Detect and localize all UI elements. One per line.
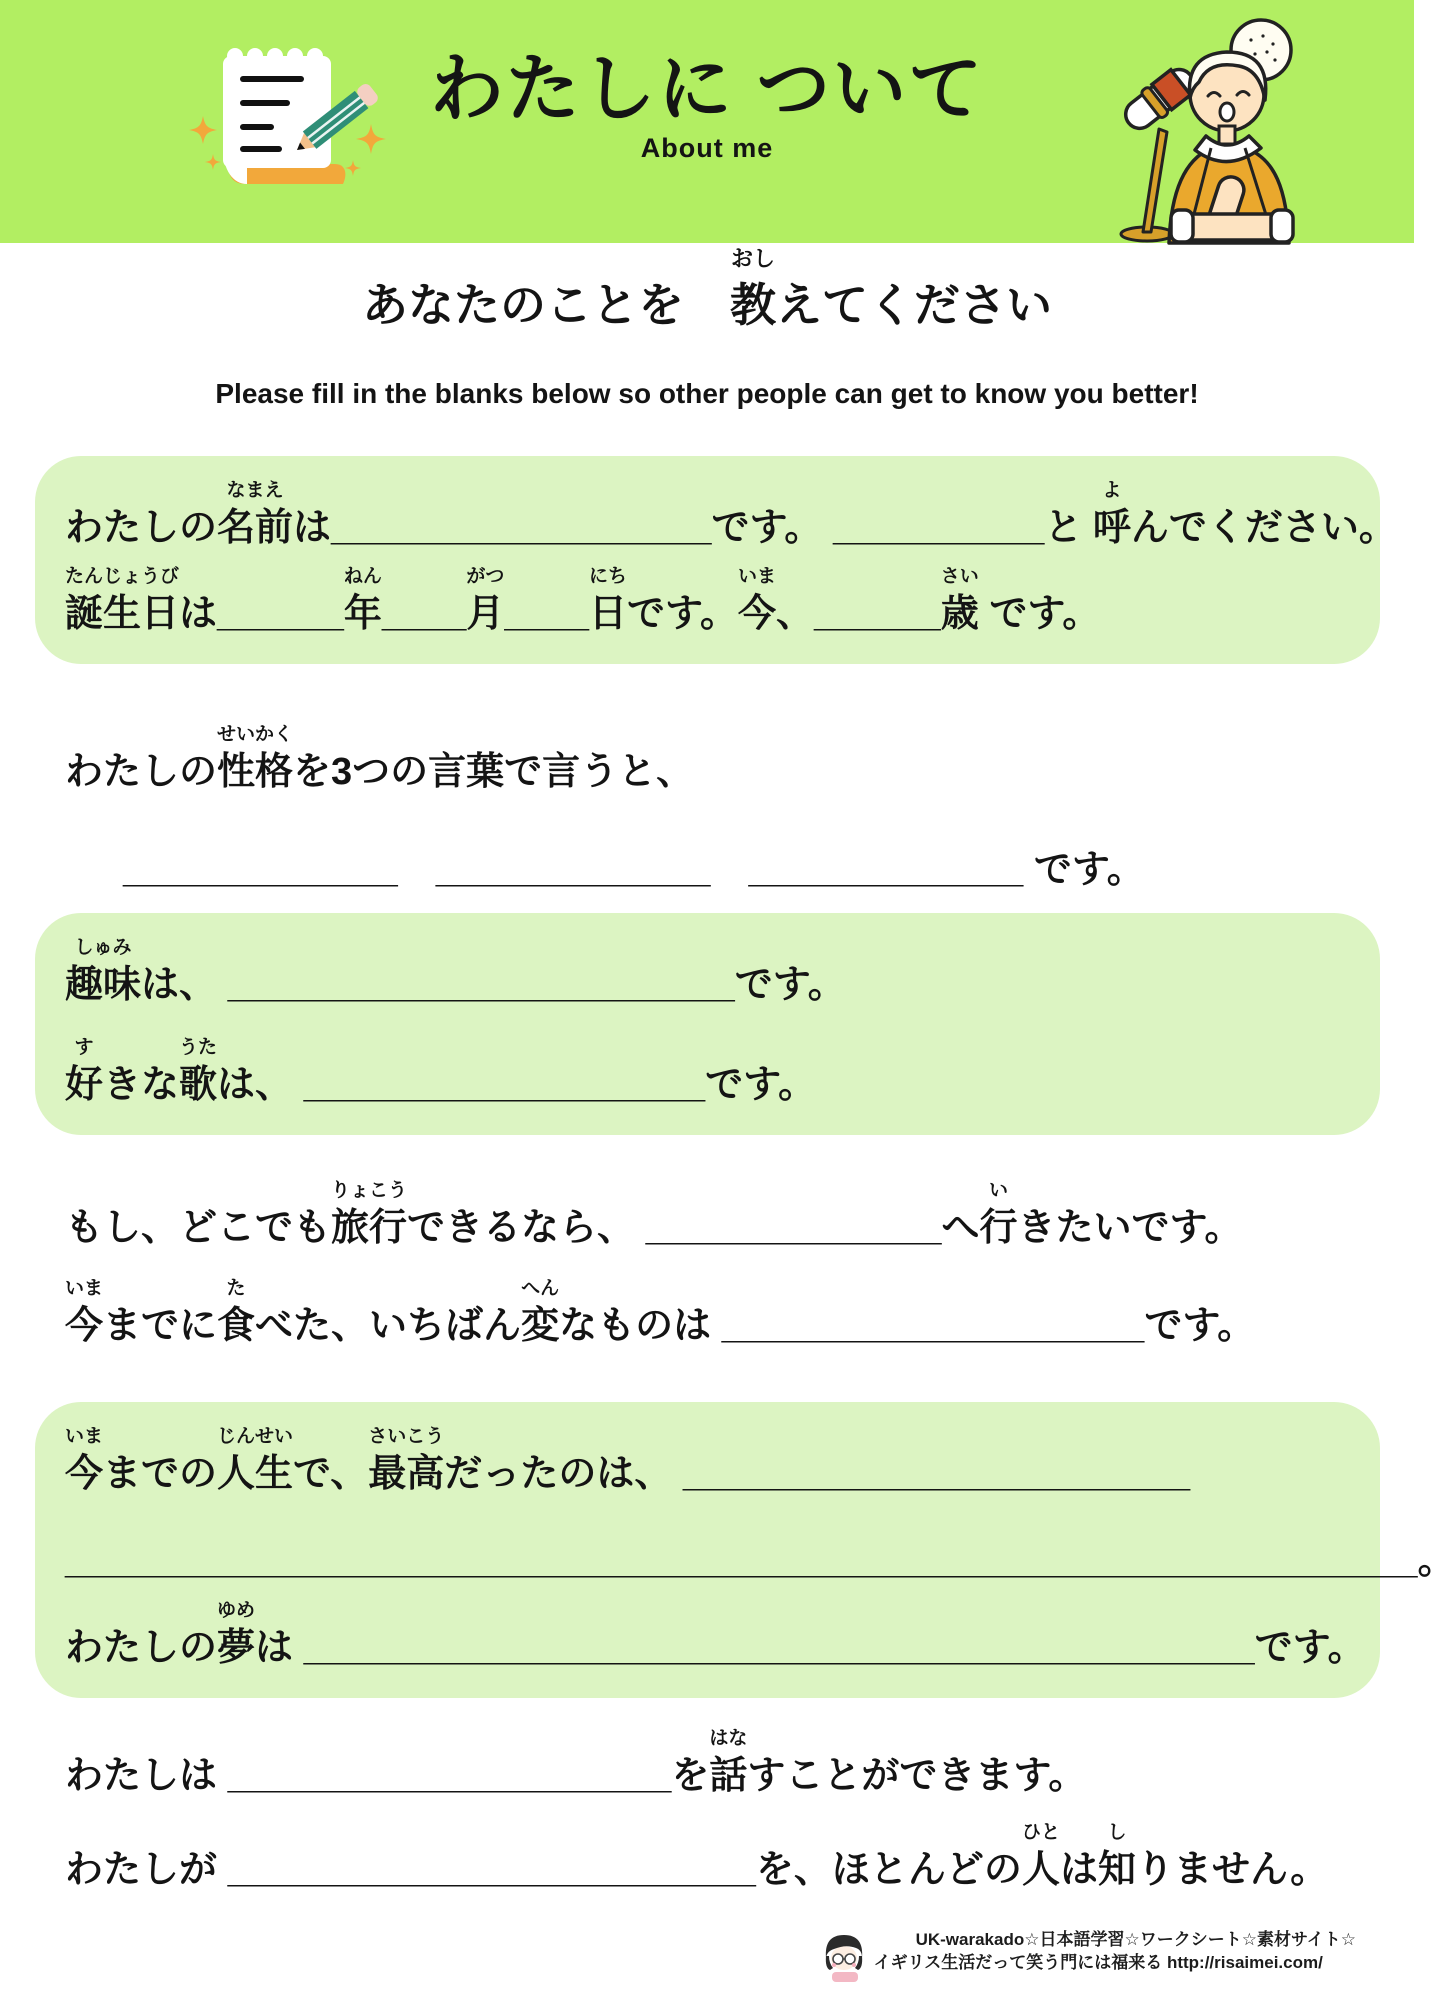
- fill-in-blank: [228, 1726, 672, 1800]
- fill-in-blank: [382, 564, 467, 638]
- fill-in-blank: [646, 1178, 942, 1252]
- text-segment: [776, 564, 814, 638]
- base-text: です。: [705, 1064, 817, 1106]
- base-text: 日: [588, 593, 627, 635]
- base-text: です。: [1254, 1627, 1366, 1669]
- furigana-segment: [65, 935, 141, 1009]
- base-text: __________________: [331, 507, 712, 549]
- furigana-text: じんせい: [217, 1426, 294, 1447]
- furigana-segment: [217, 478, 293, 552]
- furigana-segment: [331, 1178, 407, 1252]
- text-segment: [671, 1726, 709, 1800]
- plain-section: [65, 1726, 1350, 1894]
- furigana-segment: [65, 1276, 103, 1350]
- plain-section: [65, 722, 1350, 894]
- base-text: __________: [833, 507, 1045, 549]
- furigana-text: ひと: [1021, 1822, 1060, 1843]
- base-text: を: [671, 1755, 710, 1797]
- base-text: です。: [711, 507, 833, 549]
- fill-in-blank: [683, 1424, 1190, 1498]
- base-text: 歳: [940, 593, 979, 635]
- fill-in-blank: [331, 478, 711, 552]
- base-text: ______________: [645, 1207, 942, 1249]
- worksheet-line: [65, 1178, 1350, 1252]
- base-text: までに: [103, 1305, 218, 1347]
- text-segment: [1255, 1598, 1366, 1672]
- base-text: 趣味: [65, 964, 142, 1006]
- furigana-text: し: [1107, 1822, 1127, 1843]
- worksheet-line: [65, 1511, 1456, 1585]
- base-text: わたしの: [65, 507, 218, 549]
- base-text: _____________________: [227, 1755, 672, 1797]
- base-text: わたしの: [65, 1627, 218, 1669]
- base-text: べた、いちばん: [255, 1305, 522, 1347]
- base-text: あなたのことを: [362, 279, 730, 331]
- fill-in-blank: [228, 935, 735, 1009]
- text-segment: [1131, 478, 1397, 552]
- furigana-text: しゅみ: [74, 937, 132, 958]
- text-segment: [735, 935, 846, 1009]
- fill-in-blank: [833, 478, 1044, 552]
- base-text: 教: [730, 279, 776, 331]
- base-text: です。: [734, 964, 846, 1006]
- furigana-text: す: [74, 1037, 94, 1058]
- furigana-text: うた: [179, 1037, 218, 1058]
- base-text: きな: [103, 1064, 180, 1106]
- furigana-segment: [65, 1035, 103, 1109]
- base-text: は: [1059, 1849, 1098, 1891]
- base-text: きたいです。: [1017, 1207, 1243, 1249]
- worksheet-line: [65, 478, 1397, 552]
- base-text: は: [255, 1627, 304, 1669]
- page-subtitle: About me: [640, 133, 774, 164]
- fill-in-blank: [304, 1035, 706, 1109]
- text-segment: [1060, 1820, 1098, 1894]
- text-segment: [756, 1820, 1022, 1894]
- text-segment: [179, 564, 217, 638]
- furigana-segment: [979, 1178, 1017, 1252]
- furigana-segment: [179, 1035, 217, 1109]
- text-segment: [217, 1035, 304, 1109]
- base-text: ______: [813, 593, 941, 635]
- base-text: までの: [103, 1453, 218, 1495]
- furigana-text: がつ: [466, 566, 505, 587]
- furigana-text: へん: [521, 1278, 560, 1299]
- furigana-segment: [589, 564, 627, 638]
- text-segment: [1018, 1178, 1243, 1252]
- fill-in-blank: [814, 564, 941, 638]
- text-segment: [979, 564, 1101, 638]
- worksheet-line: [65, 1820, 1350, 1894]
- base-text: 好: [65, 1064, 104, 1106]
- base-text: ____________________: [721, 1305, 1145, 1347]
- fill-in-blank: [504, 564, 589, 638]
- base-text: 旅行: [331, 1207, 408, 1249]
- furigana-segment: [368, 1424, 444, 1498]
- text-segment: [293, 478, 331, 552]
- base-text: _____________: [748, 849, 1024, 891]
- furigana-segment: [217, 1276, 255, 1350]
- base-text: を3つの言葉で言うと、: [293, 751, 695, 793]
- base-text: _____________: [123, 849, 398, 891]
- base-text: 夢: [217, 1627, 256, 1669]
- text-segment: [776, 242, 1052, 334]
- base-text: できるなら、: [407, 1207, 646, 1249]
- base-text: です。: [1023, 849, 1145, 891]
- base-text: です。: [1144, 1305, 1256, 1347]
- base-text: 最高: [368, 1453, 445, 1495]
- text-segment: [1044, 478, 1093, 552]
- furigana-text: なまえ: [226, 480, 284, 501]
- base-text: 人: [1021, 1849, 1060, 1891]
- base-text: を、ほとんどの: [755, 1849, 1022, 1891]
- base-text: 人生: [217, 1453, 294, 1495]
- furigana-segment: [217, 1424, 293, 1498]
- worksheet-line: [65, 935, 1350, 1009]
- worksheet-line: [65, 1276, 1350, 1350]
- worksheet-line: [65, 722, 1350, 796]
- text-segment: [362, 242, 730, 334]
- base-text: 呼: [1092, 507, 1131, 549]
- worksheet-line: [65, 1424, 1350, 1498]
- base-text: ___________________: [303, 1064, 706, 1106]
- fill-in-blank: [65, 1511, 1418, 1585]
- text-segment: [141, 935, 228, 1009]
- base-text: 知: [1097, 1849, 1136, 1891]
- furigana-text: にち: [588, 566, 627, 587]
- plain-section: [65, 1178, 1350, 1350]
- text-segment: [1023, 820, 1145, 894]
- furigana-text: いま: [65, 1426, 104, 1447]
- credit-line2: イギリス生活だって笑う門には福来る http://risaimei.com/: [873, 1953, 1323, 1972]
- base-text: と: [1044, 507, 1093, 549]
- furigana-text: おし: [730, 246, 775, 271]
- text-segment: [65, 1726, 228, 1800]
- base-text: 今: [65, 1305, 104, 1347]
- base-text: 今: [737, 593, 776, 635]
- furigana-text: さい: [940, 566, 979, 587]
- text-segment: [559, 1276, 722, 1350]
- text-segment: [747, 1726, 1086, 1800]
- fill-in-blank: [436, 820, 711, 894]
- green-panel: [35, 913, 1380, 1135]
- base-text: [711, 846, 749, 894]
- furigana-segment: [217, 722, 293, 796]
- base-text: えてください: [776, 279, 1052, 331]
- fill-in-blank: [217, 564, 344, 638]
- furigana-segment: [344, 564, 382, 638]
- text-segment: [65, 722, 217, 796]
- base-text: 性格: [217, 751, 294, 793]
- intro-subheading: Please fill in the blanks below so other people can get to know you better!: [215, 378, 1199, 409]
- text-segment: [398, 820, 436, 894]
- base-text: 年: [343, 593, 382, 635]
- furigana-text: た: [226, 1278, 246, 1299]
- furigana-segment: [738, 564, 776, 638]
- furigana-segment: [521, 1276, 559, 1350]
- text-segment: [255, 1276, 521, 1350]
- text-segment: [711, 478, 833, 552]
- credit-line1: UK-warakado☆日本語学習☆ワークシート☆素材サイト☆: [915, 1930, 1356, 1949]
- base-text: ____: [504, 593, 589, 635]
- text-segment: [103, 1035, 179, 1109]
- base-text: _________________________: [227, 1849, 756, 1891]
- green-panel: [35, 456, 1397, 664]
- base-text: 名前: [217, 507, 294, 549]
- furigana-segment: [1093, 478, 1131, 552]
- text-segment: [65, 1178, 331, 1252]
- text-segment: [65, 478, 217, 552]
- base-text: は: [293, 507, 332, 549]
- fill-in-blank: [123, 820, 398, 894]
- furigana-segment: [217, 1598, 255, 1672]
- base-text: んでください。: [1130, 507, 1397, 549]
- text-segment: [65, 1820, 228, 1894]
- furigana-text: りょこう: [331, 1180, 408, 1201]
- fill-in-blank: [304, 1598, 1255, 1672]
- furigana-text: さいこう: [368, 1426, 445, 1447]
- furigana-segment: [466, 564, 504, 638]
- base-text: 月: [466, 593, 505, 635]
- text-segment: [103, 1424, 217, 1498]
- base-text: ____: [381, 593, 467, 635]
- base-text: 歌: [179, 1064, 218, 1106]
- text-segment: [627, 564, 738, 638]
- base-text: わたしが: [65, 1849, 228, 1891]
- base-text: です。: [626, 593, 738, 635]
- worksheet-line: [65, 1726, 1350, 1800]
- furigana-text: い: [988, 1180, 1008, 1201]
- base-text: 、: [775, 593, 814, 635]
- base-text: もし、どこでも: [65, 1207, 332, 1249]
- base-text: へ: [941, 1207, 980, 1249]
- text-segment: [255, 1598, 304, 1672]
- base-text: 誕生日: [65, 593, 180, 635]
- base-text: ________________________: [682, 1453, 1191, 1495]
- base-text: わたしの: [65, 751, 218, 793]
- base-text: 食: [217, 1305, 256, 1347]
- base-text: ________________________: [227, 964, 735, 1006]
- furigana-segment: [941, 564, 979, 638]
- text-segment: [711, 820, 749, 894]
- furigana-segment: [65, 564, 179, 638]
- furigana-segment: [1022, 1820, 1060, 1894]
- header: [0, 0, 1414, 243]
- fill-in-blank: [228, 1820, 756, 1894]
- worksheet-line: [65, 1035, 1350, 1109]
- base-text: 変: [521, 1305, 560, 1347]
- base-text: 行: [979, 1207, 1018, 1249]
- furigana-segment: [709, 1726, 747, 1800]
- text-segment: [1144, 1276, 1255, 1350]
- furigana-text: よ: [1102, 480, 1122, 501]
- base-text: [398, 846, 436, 894]
- furigana-text: いま: [65, 1278, 104, 1299]
- furigana-text: はな: [709, 1728, 748, 1749]
- base-text: は: [179, 593, 218, 635]
- base-text: _____________: [435, 849, 711, 891]
- footer-credit: [820, 1928, 1356, 1982]
- base-text: りません。: [1135, 1849, 1329, 1891]
- base-text: ______: [217, 593, 344, 635]
- worksheet-line: [65, 820, 1350, 894]
- furigana-segment: [65, 1424, 103, 1498]
- text-segment: [1418, 1511, 1456, 1585]
- text-segment: [103, 1276, 217, 1350]
- worksheet-line: [65, 564, 1350, 638]
- text-segment: [444, 1424, 683, 1498]
- text-segment: [407, 1178, 646, 1252]
- furigana-text: たんじょうび: [65, 566, 180, 587]
- furigana-text: せいかく: [217, 724, 294, 745]
- base-text: です。: [978, 593, 1101, 635]
- text-segment: [65, 1598, 217, 1672]
- furigana-segment: [1098, 1820, 1136, 1894]
- fill-in-blank: [722, 1276, 1145, 1350]
- worksheet-line: [65, 1598, 1366, 1672]
- furigana-text: いま: [737, 566, 776, 587]
- furigana-segment: [730, 242, 776, 334]
- base-text: で、: [293, 1453, 369, 1495]
- text-segment: [705, 1035, 816, 1109]
- intro-heading: [0, 242, 1414, 334]
- page-title: わたしに ついて: [429, 47, 985, 130]
- base-text: わたしは: [65, 1755, 228, 1797]
- furigana-text: ゆめ: [217, 1600, 256, 1621]
- text-segment: [1136, 1820, 1328, 1894]
- base-text: だったのは、: [444, 1453, 683, 1495]
- base-text: 今: [65, 1453, 104, 1495]
- text-segment: [293, 722, 694, 796]
- green-panel: [35, 1402, 1456, 1698]
- text-segment: [293, 1424, 368, 1498]
- author-avatar-icon: [820, 1930, 868, 1982]
- base-text: すことができます。: [747, 1755, 1087, 1797]
- base-text: は、: [217, 1064, 304, 1106]
- text-segment: [941, 1178, 979, 1252]
- base-text: 。: [1417, 1540, 1456, 1582]
- base-text: 話: [709, 1755, 748, 1797]
- base-text: ________________________________________________________________: [65, 1540, 1418, 1582]
- base-text: _____________________________________________: [303, 1627, 1255, 1669]
- base-text: なものは: [559, 1305, 722, 1347]
- base-text: は、: [141, 964, 228, 1006]
- furigana-text: ねん: [343, 566, 382, 587]
- fill-in-blank: [749, 820, 1024, 894]
